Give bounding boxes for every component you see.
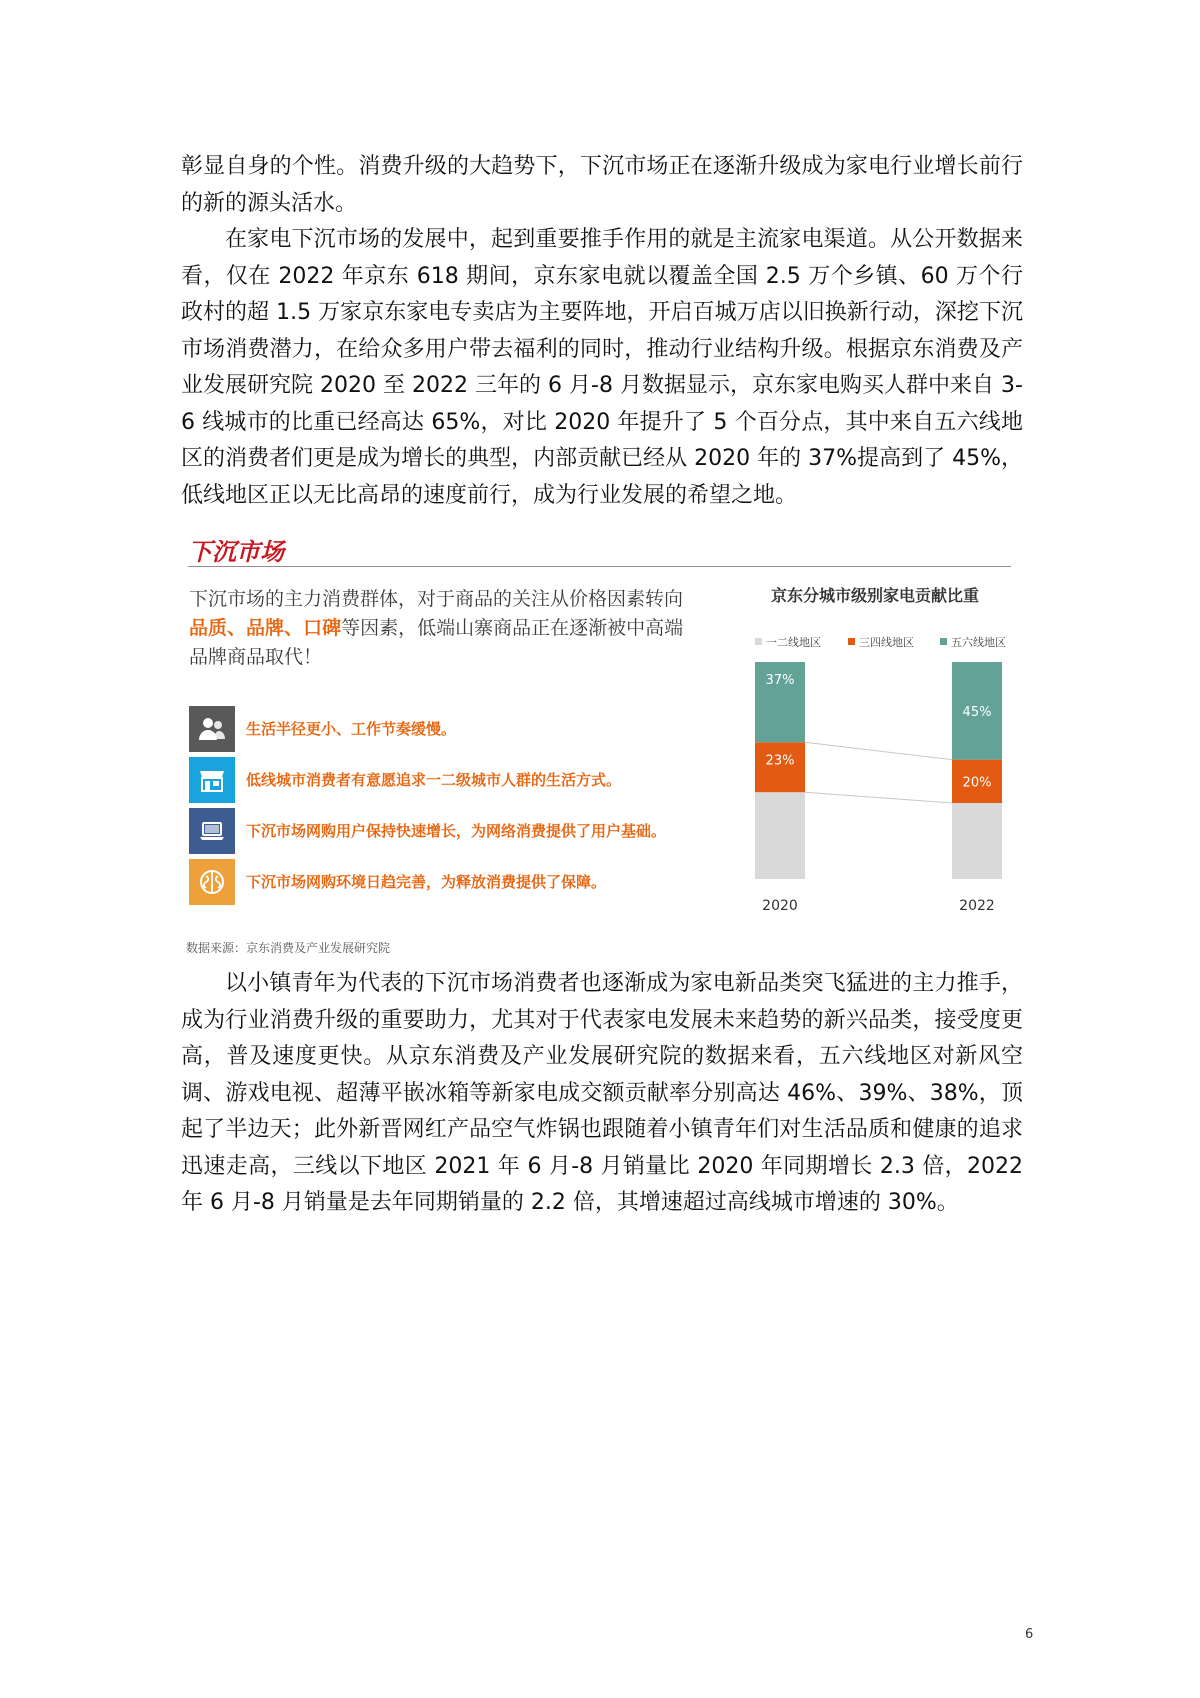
bullet-text: 下沉市场网购环境日趋完善，为释放消费提供了保障。 xyxy=(246,873,607,891)
bar-segment xyxy=(755,792,805,879)
legend-swatch xyxy=(848,638,855,645)
page-number: 6 xyxy=(1025,1627,1034,1642)
legend-swatch xyxy=(940,638,947,645)
x-tick-label: 2022 xyxy=(959,898,995,914)
paragraph-3: 以小镇青年为代表的下沉市场消费者也逐渐成为家电新品类突飞猛进的主力推手，成为行业消费升级的重要助力，尤其对于代表家电发展未来趋势的新兴品类，接受度更高，普及速度更快。从京东消费及产业发展研究院的数据来看，五六线地区对新风空调、游戏电视、超薄平嵌冰箱等新家电成交额贡献率分别高达 46%、39%、38%，顶起了半边天；此外新晋网红产品空气炸锅也跟随着小镇青年们对生活品质和健康的追求迅速走高，三线以下地区 2021 年 6 月-8 月销量比 2020 年同期增长 2.3 倍，2022 年 6 月-8 月销量是去年同期销量的 2.2 倍，其增速超过高线城市增速的 30%。 xyxy=(181,971,1023,1215)
paragraph-2: 在家电下沉市场的发展中，起到重要推手作用的就是主流家电渠道。从公开数据来看，仅在 2022 年京东 618 期间，京东家电就以覆盖全国 2.5 万个乡镇、60 万个行政村的超 1.5 万家京东家电专卖店为主要阵地，开启百城万店以旧换新行动，深挖下沉市场消费潜力，在给众多用户带去福利的同时，推动行业结构升级。根据京东消费及产业发展研究院 2020 至 2022 三年的 6 月-8 月数据显示，京东家电购买人群中来自 3-6 线城市的比重已经高达 65%，对比 2020 年提升了 5 个百分点，其中来自五六线地区的消费者们更是成为增长的典型，内部贡献已经从 2020 年的 37%提高到了 45%，低线地区正以无比高昂的速度前行，成为行业发展的希望之地。 xyxy=(181,227,1023,508)
bullet-text: 下沉市场网购用户保持快速增长，为网络消费提供了用户基础。 xyxy=(246,822,667,840)
legend-swatch xyxy=(755,638,762,645)
intro-text-2: 等因素，低端山寨商品正在逐渐被中高端品牌商品取代！ xyxy=(189,617,684,668)
bullet-text: 生活半径更小、工作节奏缓慢。 xyxy=(246,720,457,738)
data-label: 37% xyxy=(765,673,795,688)
data-label: 23% xyxy=(765,753,795,769)
legend-label: 一二线地区 xyxy=(766,636,821,649)
legend-label: 五六线地区 xyxy=(951,636,1006,649)
highlight-brand: 品牌 xyxy=(246,617,285,639)
highlight-quality: 品质 xyxy=(189,617,228,639)
laptop-icon xyxy=(189,808,235,854)
legend-label: 三四线地区 xyxy=(859,636,914,649)
data-label: 20% xyxy=(962,775,992,791)
highlight-separator: 、 xyxy=(227,617,247,639)
storefront-icon xyxy=(189,757,235,803)
section-title: 下沉市场 xyxy=(188,538,284,566)
intro-text-1: 下沉市场的主力消费群体，对于商品的关注从价格因素转向 xyxy=(189,588,684,610)
connector-line xyxy=(805,742,952,759)
highlight-reputation: 口碑 xyxy=(303,617,342,639)
brain-icon xyxy=(189,859,235,905)
connector-line xyxy=(805,792,952,803)
highlight-separator: 、 xyxy=(284,617,304,639)
bullet-text: 低线城市消费者有意愿追求一二级城市人群的生活方式。 xyxy=(246,771,622,789)
figure-intro xyxy=(189,585,699,672)
data-label: 45% xyxy=(962,704,992,720)
data-source: 数据来源：京东消费及产业发展研究院 xyxy=(186,941,391,955)
x-tick-label: 2020 xyxy=(762,898,798,914)
chart-title: 京东分城市级别家电贡献比重 xyxy=(770,586,980,605)
stacked-bar-chart xyxy=(730,576,1020,922)
bar-segment xyxy=(952,803,1002,879)
paragraph-1: 彰显自身的个性。消费升级的大趋势下，下沉市场正在逐渐升级成为家电行业增长前行的新的源头活水。 xyxy=(181,154,1023,216)
section-divider xyxy=(188,566,1011,567)
people-icon xyxy=(189,706,235,752)
